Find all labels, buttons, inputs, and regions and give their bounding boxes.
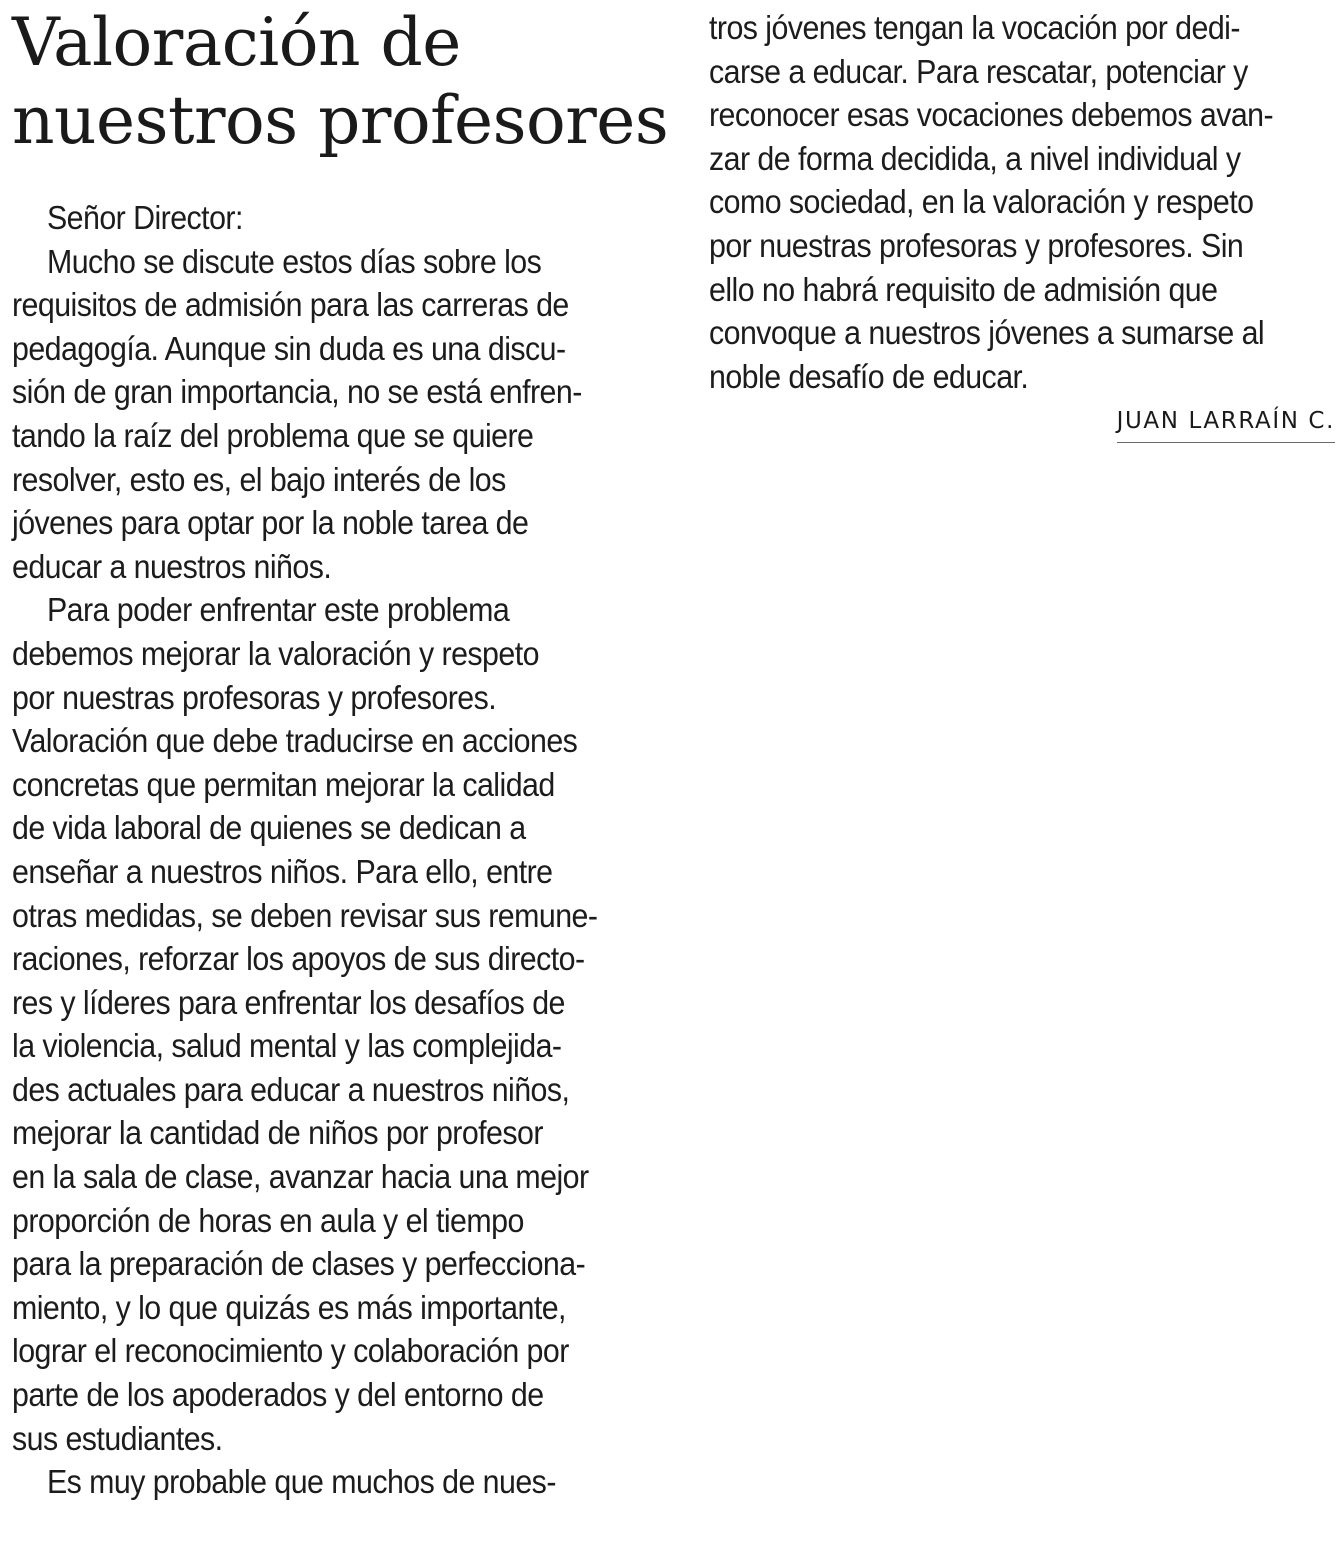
author-signature: JUAN LARRAÍN C. — [1117, 404, 1335, 443]
text-line: requisitos de admisión para las carreras de — [12, 286, 569, 324]
text-line: la violencia, salud mental y las complejida- — [12, 1027, 562, 1065]
text-line: de vida laboral de quienes se dedican a — [12, 809, 526, 847]
text-line: proporción de horas en aula y el tiempo — [12, 1201, 524, 1239]
text-line: tros jóvenes tengan la vocación por dedi- — [709, 9, 1240, 46]
right-text-column — [709, 6, 1339, 398]
text-line: miento, y lo que quizás es más importante, — [12, 1288, 566, 1326]
text-line: otras medidas, se deben revisar sus remune- — [12, 896, 598, 934]
text-line: mejorar la cantidad de niños por profesor — [12, 1114, 543, 1152]
text-line: por nuestras profesoras y profesores. — [12, 678, 497, 716]
text-line: educar a nuestros niños. — [12, 547, 332, 585]
text-line: resolver, esto es, el bajo interés de los — [12, 460, 506, 498]
text-line: sus estudiantes. — [12, 1419, 223, 1457]
text-line: reconocer esas vocaciones debemos avan- — [709, 96, 1274, 134]
text-line: pedagogía. Aunque sin duda es una discu- — [12, 329, 566, 367]
text-line: Para poder enfrentar este problema — [46, 591, 510, 629]
text-line: res y líderes para enfrentar los desafíos de — [12, 983, 565, 1021]
text-line: para la preparación de clases y perfecciona- — [12, 1245, 586, 1283]
text-line: enseñar a nuestros niños. Para ello, entre — [12, 852, 553, 890]
text-line: en la sala de clase, avanzar hacia una mejor — [12, 1158, 589, 1196]
headline-line: nuestros profesores — [12, 82, 669, 159]
text-line: tando la raíz del problema que se quiere — [12, 416, 534, 454]
text-line: Es muy probable que muchos de nues- — [46, 1463, 556, 1501]
text-line: des actuales para educar a nuestros niños, — [12, 1070, 570, 1108]
text-line: ello no habrá requisito de admisión que — [709, 270, 1218, 308]
text-line: sión de gran importancia, no se está enfren- — [12, 373, 582, 411]
text-line: raciones, reforzar los apoyos de sus directo- — [12, 940, 585, 978]
text-line: debemos mejorar la valoración y respeto — [12, 634, 539, 672]
text-line: parte de los apoderados y del entorno de — [12, 1376, 544, 1414]
text-line: por nuestras profesoras y profesores. Sin — [709, 226, 1244, 264]
salutation: Señor Director: — [46, 199, 243, 236]
text-line: convoque a nuestros jóvenes a sumarse al — [709, 314, 1265, 352]
text-line: Valoración que debe traducirse en acciones — [12, 722, 578, 760]
text-line: Mucho se discute estos días sobre los — [46, 242, 542, 280]
text-line: lograr el reconocimiento y colaboración por — [12, 1332, 569, 1370]
text-line: concretas que permitan mejorar la calidad — [12, 765, 555, 803]
text-line: jóvenes para optar por la noble tarea de — [12, 504, 529, 542]
text-line: noble desafío de educar. — [709, 357, 1029, 395]
article-headline — [12, 4, 669, 160]
text-line: zar de forma decidida, a nivel individual y — [709, 139, 1241, 177]
left-text-column — [12, 196, 652, 1504]
text-line: como sociedad, en la valoración y respeto — [709, 183, 1254, 221]
headline-line: Valoración de — [12, 4, 461, 81]
text-line: carse a educar. Para rescatar, potenciar y — [709, 52, 1248, 90]
